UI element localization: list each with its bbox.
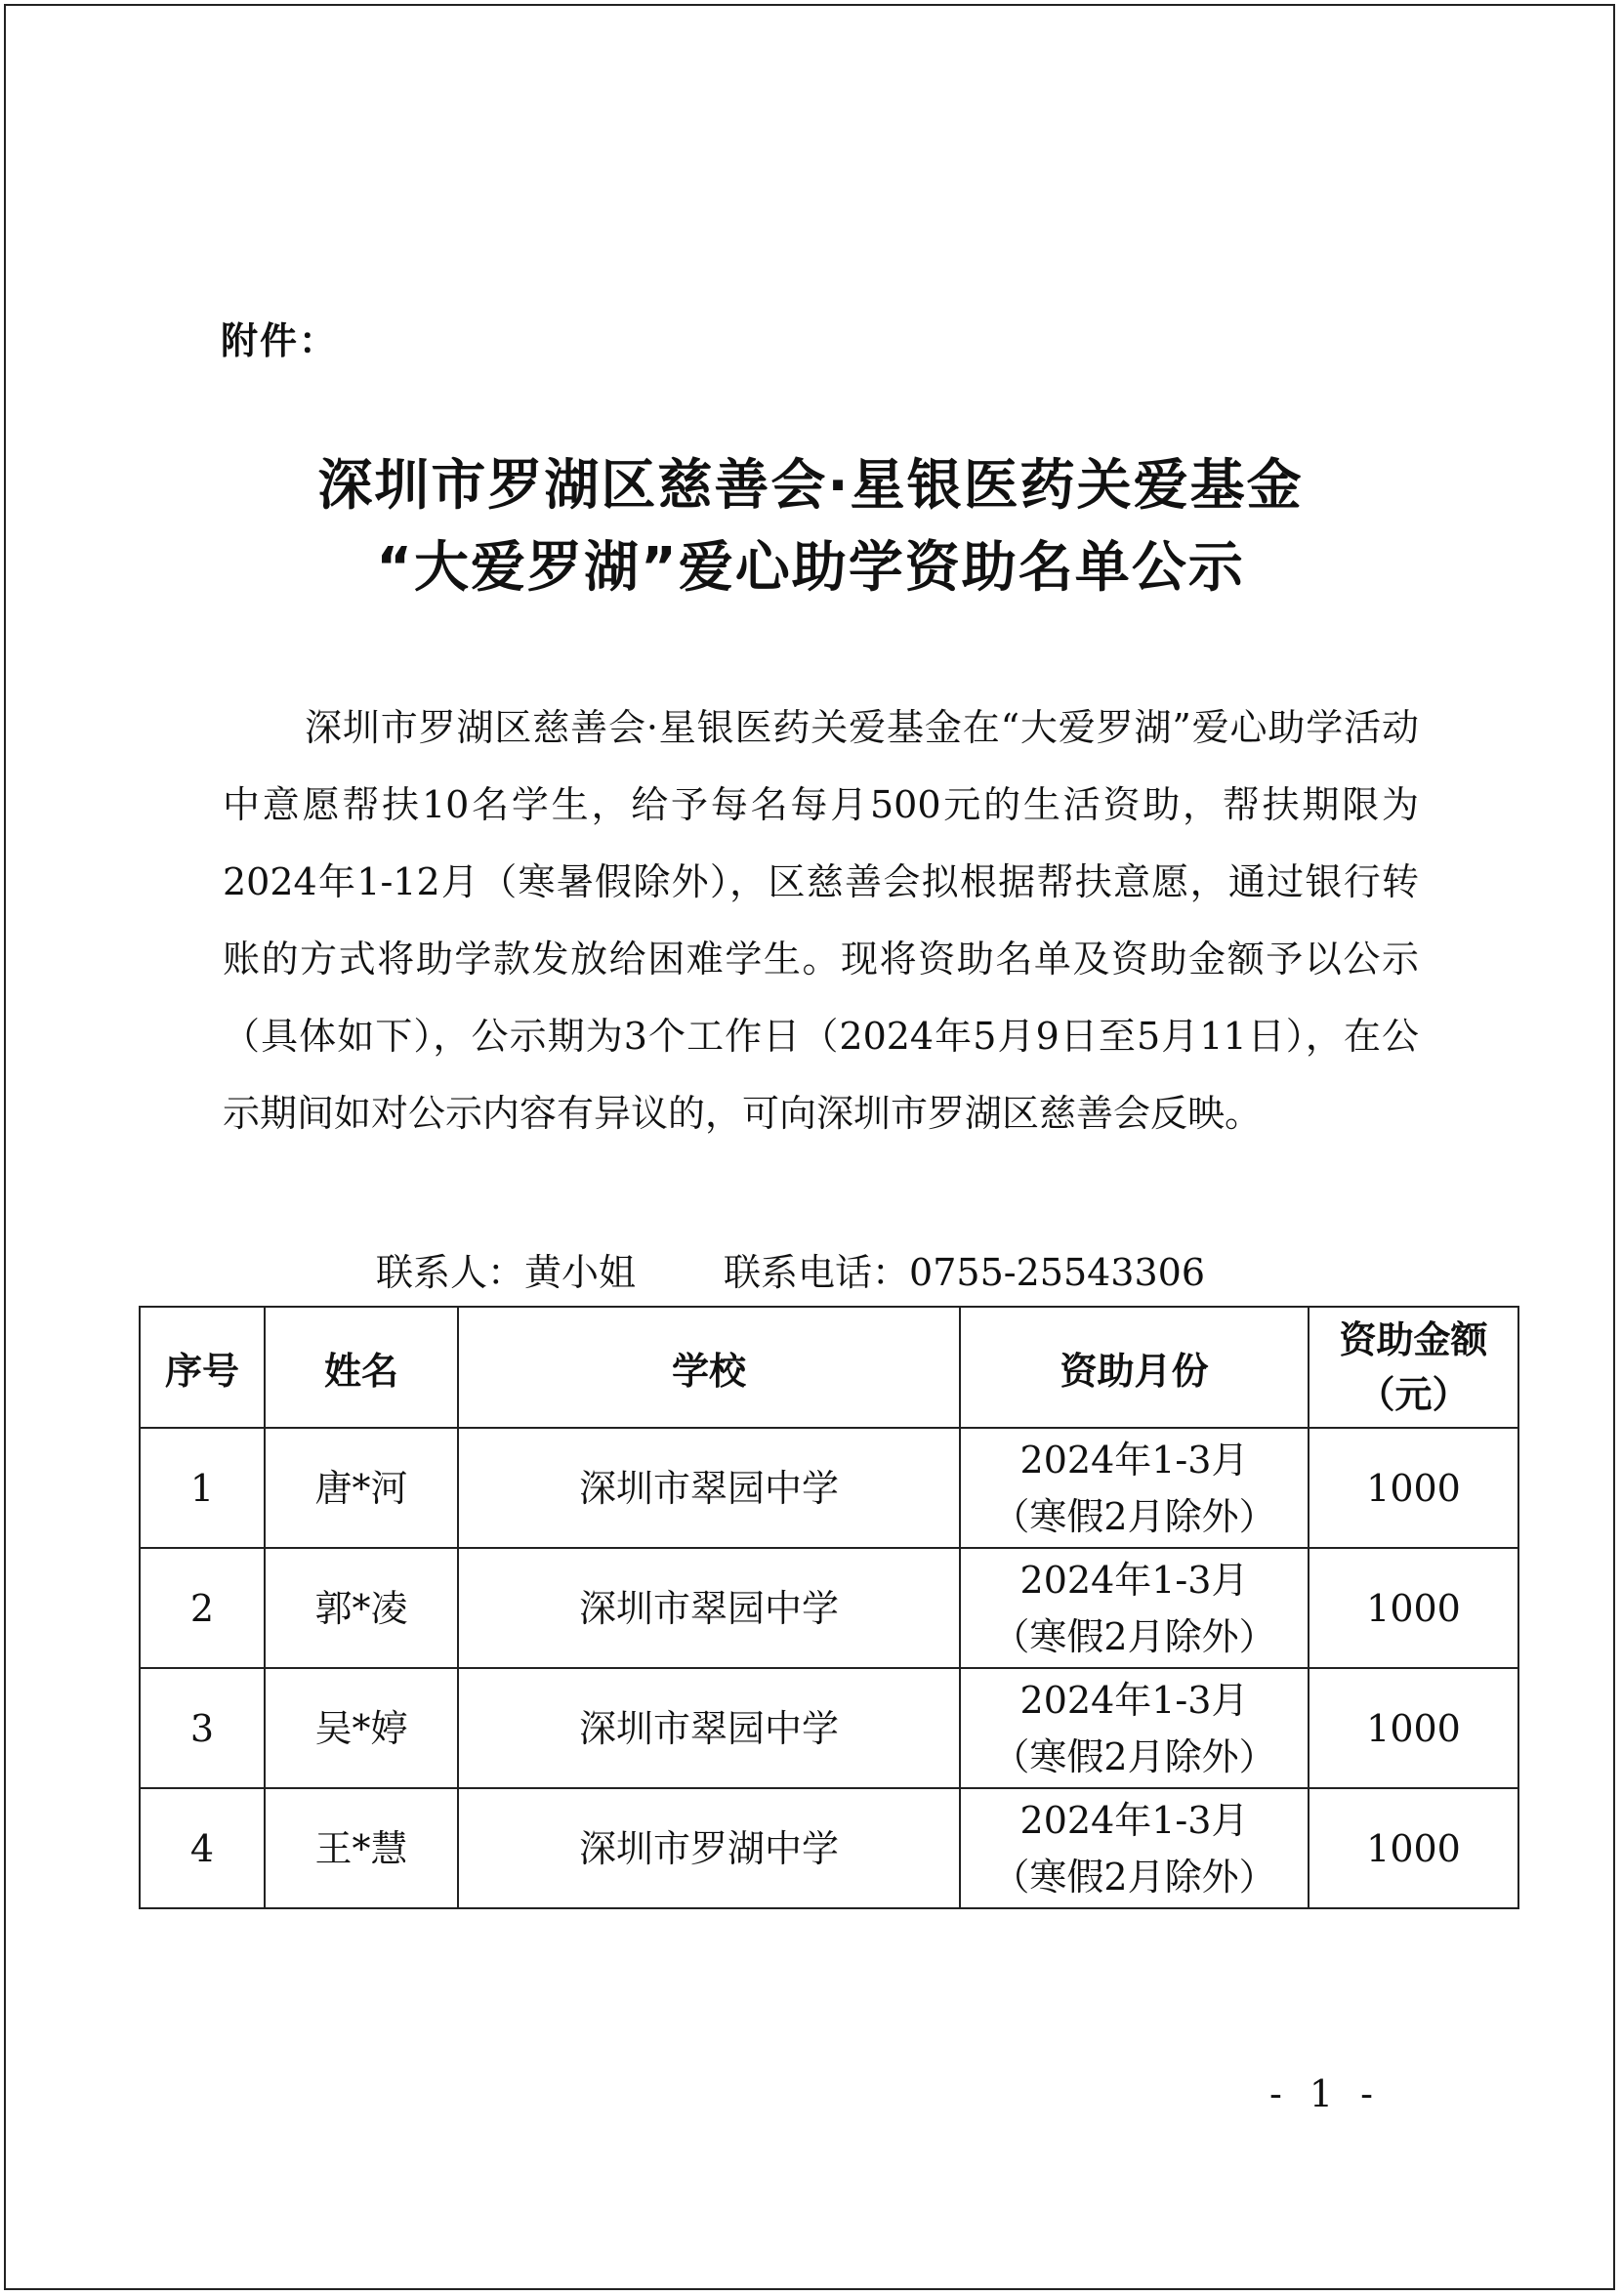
table-row [140,1788,1518,1908]
contact-person-label: 联系人： [376,1251,525,1294]
header-months: 资助月份 [960,1307,1309,1428]
attachment-label: 附件： [221,319,339,362]
cell-months-line2: （寒假2月除外） [992,1494,1276,1538]
cell-months-line2: （寒假2月除外） [992,1614,1276,1658]
header-school: 学校 [458,1307,960,1428]
contact-person: 黄小姐 [524,1251,637,1294]
cell-school: 深圳市翠园中学 [458,1428,960,1548]
cell-months-line2: （寒假2月除外） [992,1855,1276,1899]
cell-school: 深圳市翠园中学 [458,1548,960,1668]
contact-line [376,1242,1205,1296]
cell-name: 王*慧 [265,1788,458,1908]
cell-months-line2: （寒假2月除外） [992,1734,1276,1778]
recipient-table [139,1306,1519,1909]
cell-months [960,1788,1309,1908]
table-row [140,1428,1518,1548]
cell-months-line1: 2024年1-3月 [1019,1678,1249,1722]
cell-months-line1: 2024年1-3月 [1019,1558,1249,1602]
cell-school: 深圳市翠园中学 [458,1668,960,1788]
announcement-body [223,689,1419,1152]
cell-school: 深圳市罗湖中学 [458,1788,960,1908]
header-amount-line2: （元） [1357,1373,1470,1416]
table-row [140,1668,1518,1788]
cell-months [960,1428,1309,1548]
cell-name: 唐*河 [265,1428,458,1548]
announcement-paragraph: 深圳市罗湖区慈善会·星银医药关爱基金在“大爱罗湖”爱心助学活动中意愿帮扶10名学生，给予每名每月500元的生活资助，帮扶期限为2024年1-12月（寒暑假除外），区慈善会拟根据帮扶意愿，通过银行转账的方式将助学款发放给困难学生。现将资助名单及资助金额予以公示（具体如下），公示期为3个工作日（2024年5月9日至5月11日），在公示期间如对公示内容有异议的，可向深圳市罗湖区慈善会反映。 [223,706,1419,1135]
cell-amount: 1000 [1309,1668,1518,1788]
cell-months [960,1548,1309,1668]
contact-phone: 0755-25543306 [909,1251,1206,1294]
header-no: 序号 [140,1307,265,1428]
header-amount-line1: 资助金额 [1339,1318,1488,1361]
document-title-line-2: “大爱罗湖”爱心助学资助名单公示 [376,536,1245,600]
page-number: - 1 - [1269,2072,1382,2115]
cell-months [960,1668,1309,1788]
cell-no: 2 [140,1548,265,1668]
cell-months-line1: 2024年1-3月 [1019,1438,1249,1482]
header-name: 姓名 [265,1307,458,1428]
cell-amount: 1000 [1309,1428,1518,1548]
cell-amount: 1000 [1309,1788,1518,1908]
table-row [140,1548,1518,1668]
cell-months-line1: 2024年1-3月 [1019,1798,1249,1842]
header-amount [1309,1307,1518,1428]
contact-phone-label: 联系电话： [724,1251,910,1294]
cell-no: 4 [140,1788,265,1908]
table-header-row [140,1307,1518,1428]
cell-amount: 1000 [1309,1548,1518,1668]
cell-no: 3 [140,1668,265,1788]
cell-name: 郭*凌 [265,1548,458,1668]
cell-name: 吴*婷 [265,1668,458,1788]
cell-no: 1 [140,1428,265,1548]
document-title-line-1: 深圳市罗湖区慈善会·星银医药关爱基金 [317,454,1304,518]
